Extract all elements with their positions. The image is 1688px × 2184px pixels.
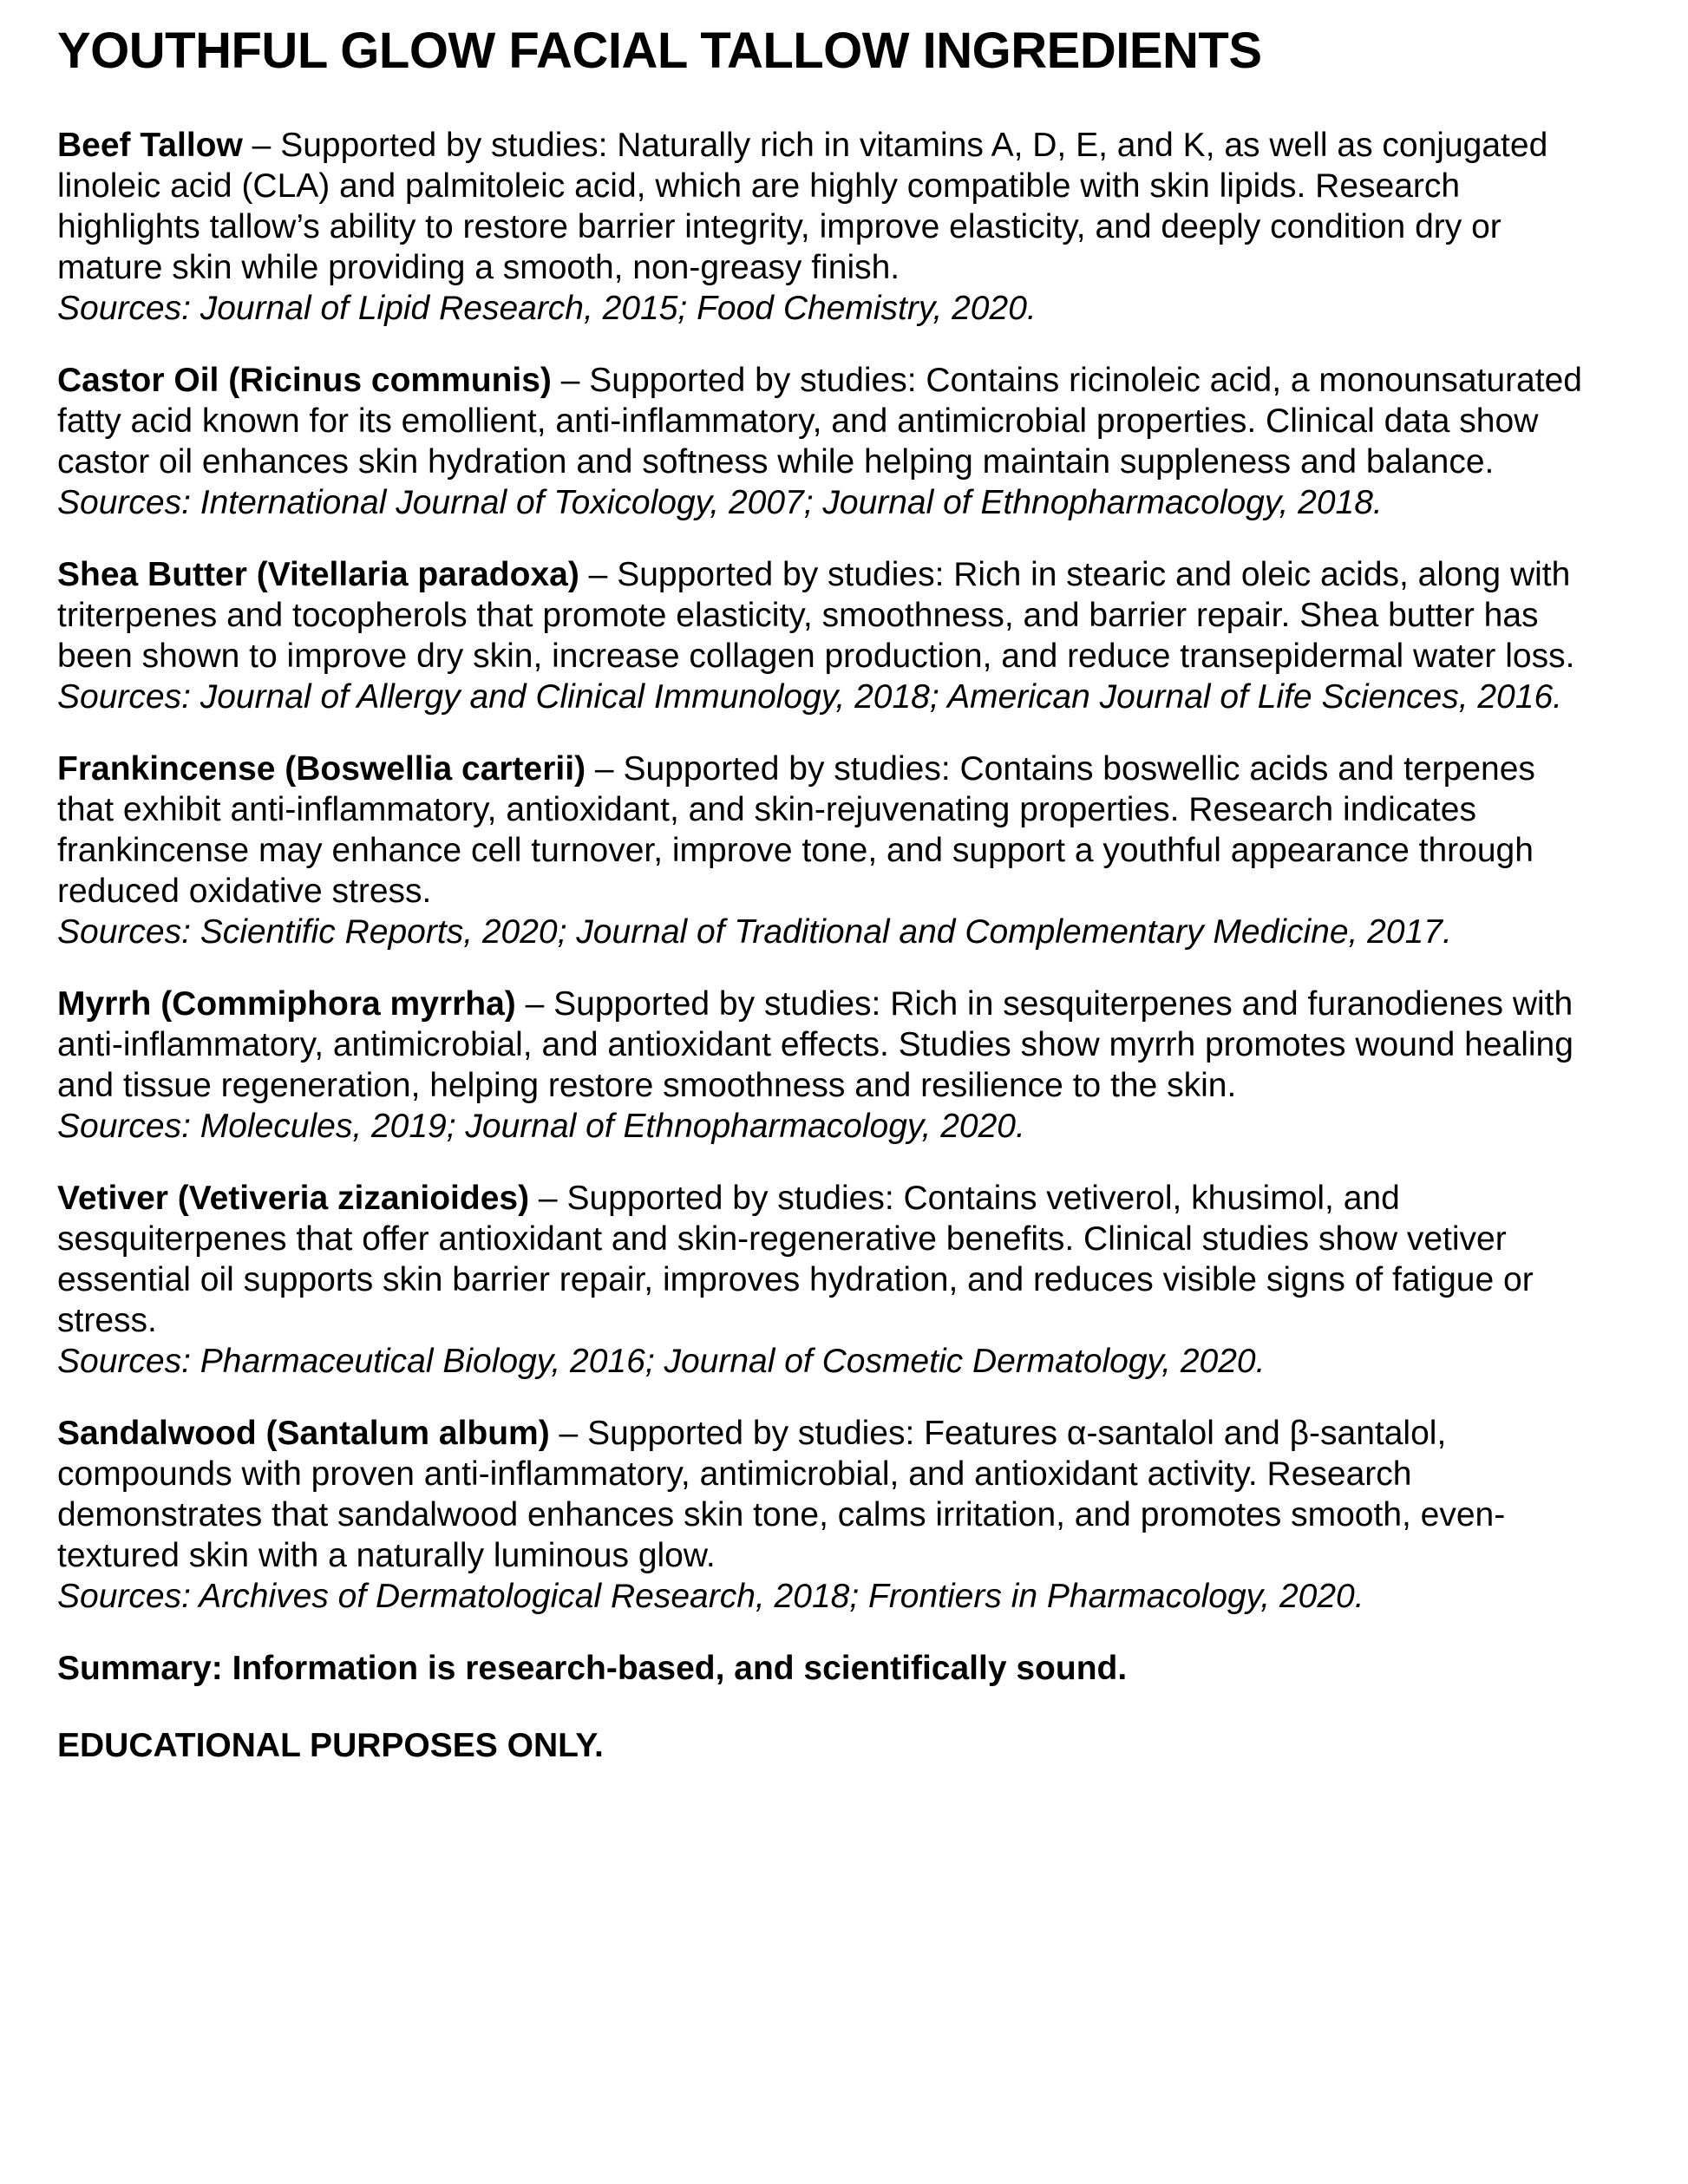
ingredient-paragraph-sandalwood	[57, 1413, 1587, 1617]
ingredient-sources: Sources: International Journal of Toxicology, 2007; Journal of Ethnopharmacology, 2018.	[57, 484, 1383, 521]
ingredient-paragraph-vetiver	[57, 1178, 1587, 1382]
summary-line: Summary: Information is research-based, and scientifically sound.	[57, 1650, 1128, 1687]
ingredient-description: – Supported by studies: Rich in sesquiterpenes and furanodienes with anti-inflammatory, antimicrobial, and antioxidant effects. Studies show myrrh promotes wound healing and tissue regeneration, helping restore smoothness and resilience to the skin.	[57, 985, 1574, 1104]
ingredient-paragraph-myrrh	[57, 984, 1587, 1147]
ingredient-name: Frankincense (Boswellia carterii)	[57, 750, 586, 788]
ingredient-sources: Sources: Molecules, 2019; Journal of Ethnopharmacology, 2020.	[57, 1108, 1025, 1145]
ingredient-sources: Sources: Journal of Lipid Research, 2015; Food Chemistry, 2020.	[57, 290, 1037, 327]
page-title: YOUTHFUL GLOW FACIAL TALLOW INGREDIENTS	[57, 23, 1262, 79]
ingredient-sources: Sources: Scientific Reports, 2020; Journal of Traditional and Complementary Medicine, 2017.	[57, 913, 1452, 951]
ingredient-description: – Supported by studies: Contains boswellic acids and terpenes that exhibit anti-inflammatory, antioxidant, and skin-rejuvenating properties. Research indicates frankincense may enhance cell turnover, improve tone, and support a youthful appearance through reduced oxidative stress.	[57, 750, 1535, 910]
ingredient-name: Beef Tallow	[57, 127, 243, 164]
ingredient-name: Shea Butter (Vitellaria paradoxa)	[57, 556, 579, 593]
ingredient-sources: Sources: Journal of Allergy and Clinical Immunology, 2018; American Journal of Life Sciences, 2016.	[57, 678, 1562, 716]
ingredient-sources: Sources: Pharmaceutical Biology, 2016; Journal of Cosmetic Dermatology, 2020.	[57, 1343, 1266, 1380]
ingredient-description: – Supported by studies: Features α-santalol and β-santalol, compounds with proven anti-inflammatory, antimicrobial, and antioxidant activity. Research demonstrates that sandalwood enhances skin tone, calms irritation, and promotes smooth, even-textured skin with a naturally luminous glow.	[57, 1415, 1506, 1574]
ingredient-name: Sandalwood (Santalum album)	[57, 1415, 550, 1452]
ingredient-name: Myrrh (Commiphora myrrha)	[57, 985, 516, 1023]
ingredient-description: – Supported by studies: Rich in stearic and oleic acids, along with triterpenes and tocopherols that promote elasticity, smoothness, and barrier repair. Shea butter has been shown to improve dry skin, increase collagen production, and reduce transepidermal water loss.	[57, 556, 1575, 675]
ingredient-description: – Supported by studies: Naturally rich in vitamins A, D, E, and K, as well as conjugated linoleic acid (CLA) and palmitoleic acid, which are highly compatible with skin lipids. Research highlights tallow’s ability to restore barrier integrity, improve elasticity, and deeply condition dry or mature skin while providing a smooth, non-greasy finish.	[57, 127, 1548, 286]
ingredient-sources: Sources: Archives of Dermatological Research, 2018; Frontiers in Pharmacology, 2020.	[57, 1578, 1364, 1615]
ingredient-name: Vetiver (Vetiveria zizanioides)	[57, 1180, 530, 1217]
disclaimer-line: EDUCATIONAL PURPOSES ONLY.	[57, 1727, 604, 1764]
ingredient-paragraph-beef-tallow	[57, 125, 1587, 329]
ingredient-paragraph-shea-butter	[57, 554, 1587, 717]
ingredient-name: Castor Oil (Ricinus communis)	[57, 362, 552, 399]
ingredient-paragraph-frankincense	[57, 749, 1587, 952]
ingredient-description: – Supported by studies: Contains ricinoleic acid, a monounsaturated fatty acid known for its emollient, anti-inflammatory, and antimicrobial properties. Clinical data show castor oil enhances skin hydration and softness while helping maintain suppleness and balance.	[57, 362, 1582, 481]
ingredient-description: – Supported by studies: Contains vetiverol, khusimol, and sesquiterpenes that offer antioxidant and skin-regenerative benefits. Clinical studies show vetiver essential oil supports skin barrier repair, improves hydration, and reduces visible signs of fatigue or stress.	[57, 1180, 1534, 1339]
ingredient-paragraph-castor-oil	[57, 360, 1587, 523]
